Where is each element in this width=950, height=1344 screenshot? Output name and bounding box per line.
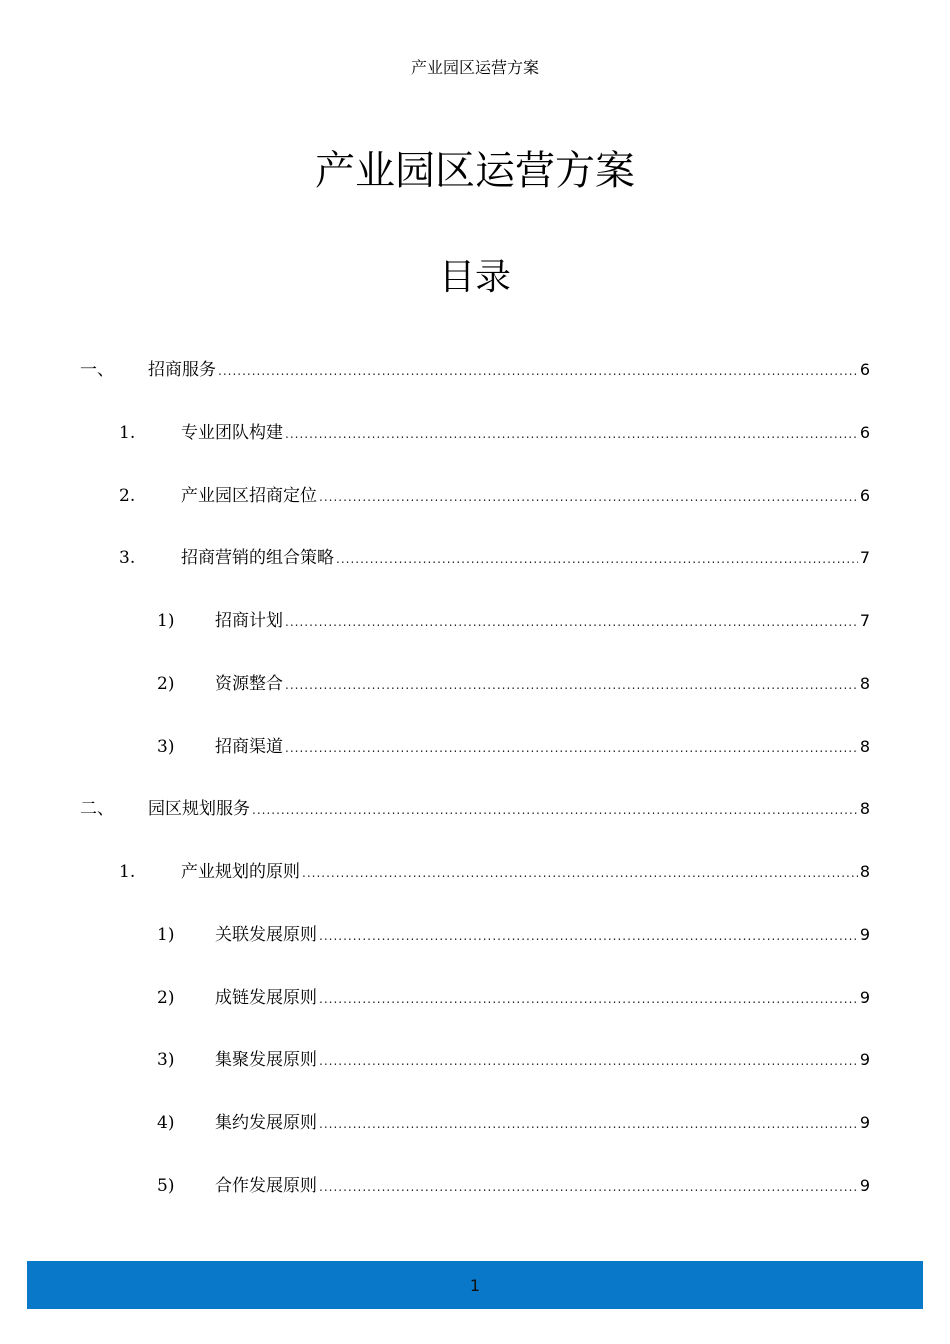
toc-entry-number: 3): [157, 737, 175, 757]
toc-entry[interactable]: [157, 922, 870, 948]
footer-bar: [27, 1261, 923, 1309]
toc-leader-dots: [319, 484, 858, 510]
toc-entry-page: 6: [859, 360, 870, 379]
toc-entry-number: 5): [157, 1176, 175, 1196]
toc-entry[interactable]: [157, 1173, 870, 1199]
toc-leader-dots: [285, 421, 858, 447]
toc-entry-label: 园区规划服务: [148, 799, 250, 819]
toc-entry-label: 成链发展原则: [215, 988, 317, 1008]
toc-leader-dots: [319, 923, 858, 949]
toc-entry-page: 6: [859, 486, 870, 505]
toc-leader-dots: [302, 860, 858, 886]
toc-leader-dots: [285, 609, 858, 635]
toc-entry-page: 8: [859, 737, 870, 756]
toc-entry-label: 集约发展原则: [215, 1113, 317, 1133]
toc-entry[interactable]: [119, 483, 870, 509]
toc-entry[interactable]: [157, 671, 870, 697]
toc-entry-number: 一、: [80, 360, 114, 380]
toc-entry-number: 3.: [119, 548, 136, 568]
toc-leader-dots: [319, 986, 858, 1012]
toc-entry-page: 9: [859, 1113, 870, 1132]
toc-entry[interactable]: [157, 734, 870, 760]
toc-entry-page: 9: [859, 1050, 870, 1069]
toc-entry-label: 产业园区招商定位: [181, 486, 317, 506]
toc-entry-page: 9: [859, 988, 870, 1007]
toc-entry-label: 专业团队构建: [181, 423, 283, 443]
toc-leader-dots: [319, 1048, 858, 1074]
toc-entry-label: 关联发展原则: [215, 925, 317, 945]
toc-entry-label: 合作发展原则: [215, 1176, 317, 1196]
toc-entry[interactable]: [119, 420, 870, 446]
toc-entry-label: 集聚发展原则: [215, 1050, 317, 1070]
toc-leader-dots: [218, 358, 858, 384]
toc-entry[interactable]: [119, 859, 870, 885]
toc-entry[interactable]: [80, 357, 870, 383]
page-number: 1: [469, 1275, 481, 1295]
toc-entry-number: 2): [157, 988, 175, 1008]
toc-entry[interactable]: [80, 796, 870, 822]
toc-entry-label: 招商计划: [215, 611, 283, 631]
toc-entry-label: 资源整合: [215, 674, 283, 694]
toc-entry[interactable]: [119, 545, 870, 571]
toc-entry[interactable]: [157, 985, 870, 1011]
toc-entry-label: 招商服务: [148, 360, 216, 380]
toc-leader-dots: [285, 735, 858, 761]
toc-entry-number: 二、: [80, 799, 114, 819]
toc-entry-label: 产业规划的原则: [181, 862, 300, 882]
toc-entry-page: 6: [859, 423, 870, 442]
toc-entry-number: 2.: [119, 486, 136, 506]
toc-entry-page: 7: [859, 611, 870, 630]
toc-entry-page: 9: [859, 925, 870, 944]
toc-entry-page: 9: [859, 1176, 870, 1195]
toc-entry-page: 8: [859, 674, 870, 693]
toc-leader-dots: [285, 672, 858, 698]
toc-entry-number: 1): [157, 611, 175, 631]
toc-entry-page: 8: [859, 862, 870, 881]
toc-entry[interactable]: [157, 1047, 870, 1073]
toc-entry-page: 7: [859, 548, 870, 567]
document-title: 产业园区运营方案: [315, 148, 635, 194]
toc-entry-number: 3): [157, 1050, 175, 1070]
toc-leader-dots: [319, 1174, 858, 1200]
toc-leader-dots: [319, 1111, 858, 1137]
toc-entry-number: 4): [157, 1113, 175, 1133]
toc-entry-number: 1.: [119, 862, 136, 882]
toc-entry-number: 2): [157, 674, 175, 694]
toc-entry-page: 8: [859, 799, 870, 818]
toc-entry-label: 招商渠道: [215, 737, 283, 757]
running-header: 产业园区运营方案: [410, 58, 539, 77]
toc-entry-number: 1.: [119, 423, 136, 443]
toc-leader-dots: [252, 797, 858, 823]
toc-entry[interactable]: [157, 608, 870, 634]
toc-leader-dots: [336, 546, 858, 572]
toc-entry-number: 1): [157, 925, 175, 945]
toc-entry[interactable]: [157, 1110, 870, 1136]
toc-entry-label: 招商营销的组合策略: [181, 548, 334, 568]
toc-heading: 目录: [438, 257, 511, 298]
